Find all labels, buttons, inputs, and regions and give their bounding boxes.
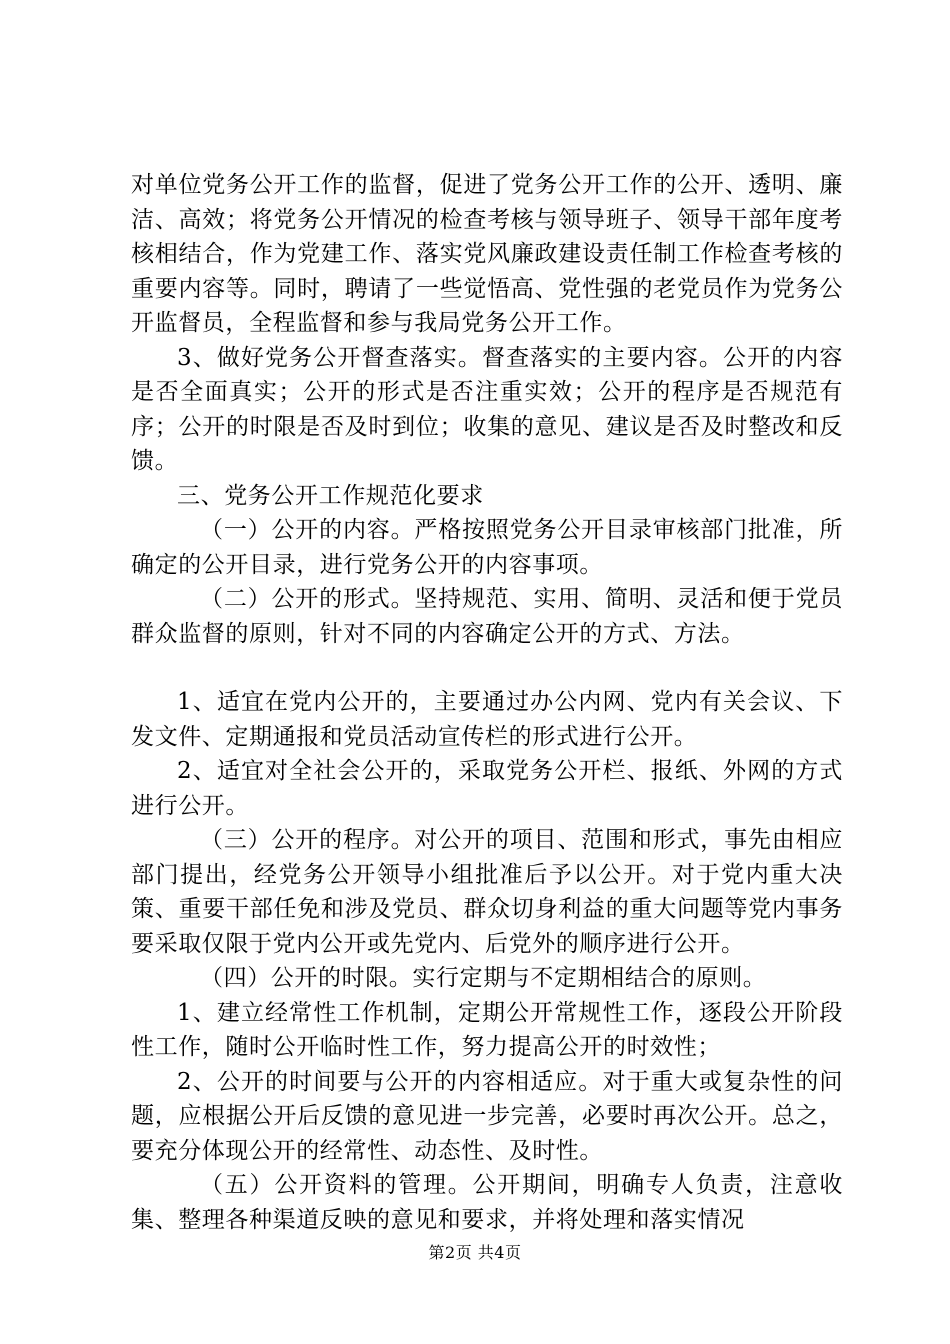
- page-number-label: 第2页 共4页: [428, 1243, 522, 1262]
- section-heading-3: 三、党务公开工作规范化要求: [177, 482, 484, 509]
- paragraph-mechanism-1: 1、建立经常性工作机制，定期公开常规性工作，逐段公开阶段性工作，随时公开临时性工作，努力提高公开的时效性；: [131, 999, 843, 1060]
- paragraph-form-2: （二）公开的形式。坚持规范、实用、简明、灵活和便于党员群众监督的原则，针对不同的内容确定公开的方式、方法。: [131, 586, 843, 647]
- paragraph-records-5: （五）公开资料的管理。公开期间，明确专人负责，注意收集、整理各种渠道反映的意见和要求，并将处理和落实情况: [131, 1172, 843, 1233]
- blank-line: [131, 651, 843, 685]
- paragraph-timing-2: 2、公开的时间要与公开的内容相适应。对于重大或复杂性的问题，应根据公开后反馈的意见进一步完善，必要时再次公开。总之，要充分体现公开的经常性、动态性、及时性。: [131, 1068, 843, 1164]
- document-body: [131, 168, 843, 1237]
- paragraph-public-disclosure: 2、适宜对全社会公开的，采取党务公开栏、报纸、外网的方式进行公开。: [131, 758, 843, 819]
- page-footer: [0, 1240, 950, 1263]
- paragraph-item-3-inspection: 3、做好党务公开督查落实。督查落实的主要内容。公开的内容是否全面真实；公开的形式是否注重实效；公开的程序是否规范有序；公开的时限是否及时到位；收集的意见、建议是否及时整改和反馈。: [131, 344, 843, 474]
- paragraph-supervision: 对单位党务公开工作的监督，促进了党务公开工作的公开、透明、廉洁、高效；将党务公开情况的检查考核与领导班子、领导干部年度考核相结合，作为党建工作、落实党风廉政建设责任制工作检查考核的重要内容等。同时，聘请了一些觉悟高、党性强的老党员作为党务公开监督员，全程监督和参与我局党务公开工作。: [131, 172, 843, 336]
- paragraph-procedure-3: （三）公开的程序。对公开的项目、范围和形式，事先由相应部门提出，经党务公开领导小组批准后予以公开。对于党内重大决策、重要干部任免和涉及党员、群众切身利益的重大问题等党内事务要采取仅限于党内公开或先党内、后党外的顺序进行公开。: [131, 827, 843, 957]
- paragraph-timing-4: （四）公开的时限。实行定期与不定期相结合的原则。: [200, 965, 767, 991]
- paragraph-content-1: （一）公开的内容。严格按照党务公开目录审核部门批准，所确定的公开目录，进行党务公开的内容事项。: [131, 517, 843, 578]
- paragraph-internal-disclosure: 1、适宜在党内公开的，主要通过办公内网、党内有关会议、下发文件、定期通报和党员活动宣传栏的形式进行公开。: [131, 689, 843, 750]
